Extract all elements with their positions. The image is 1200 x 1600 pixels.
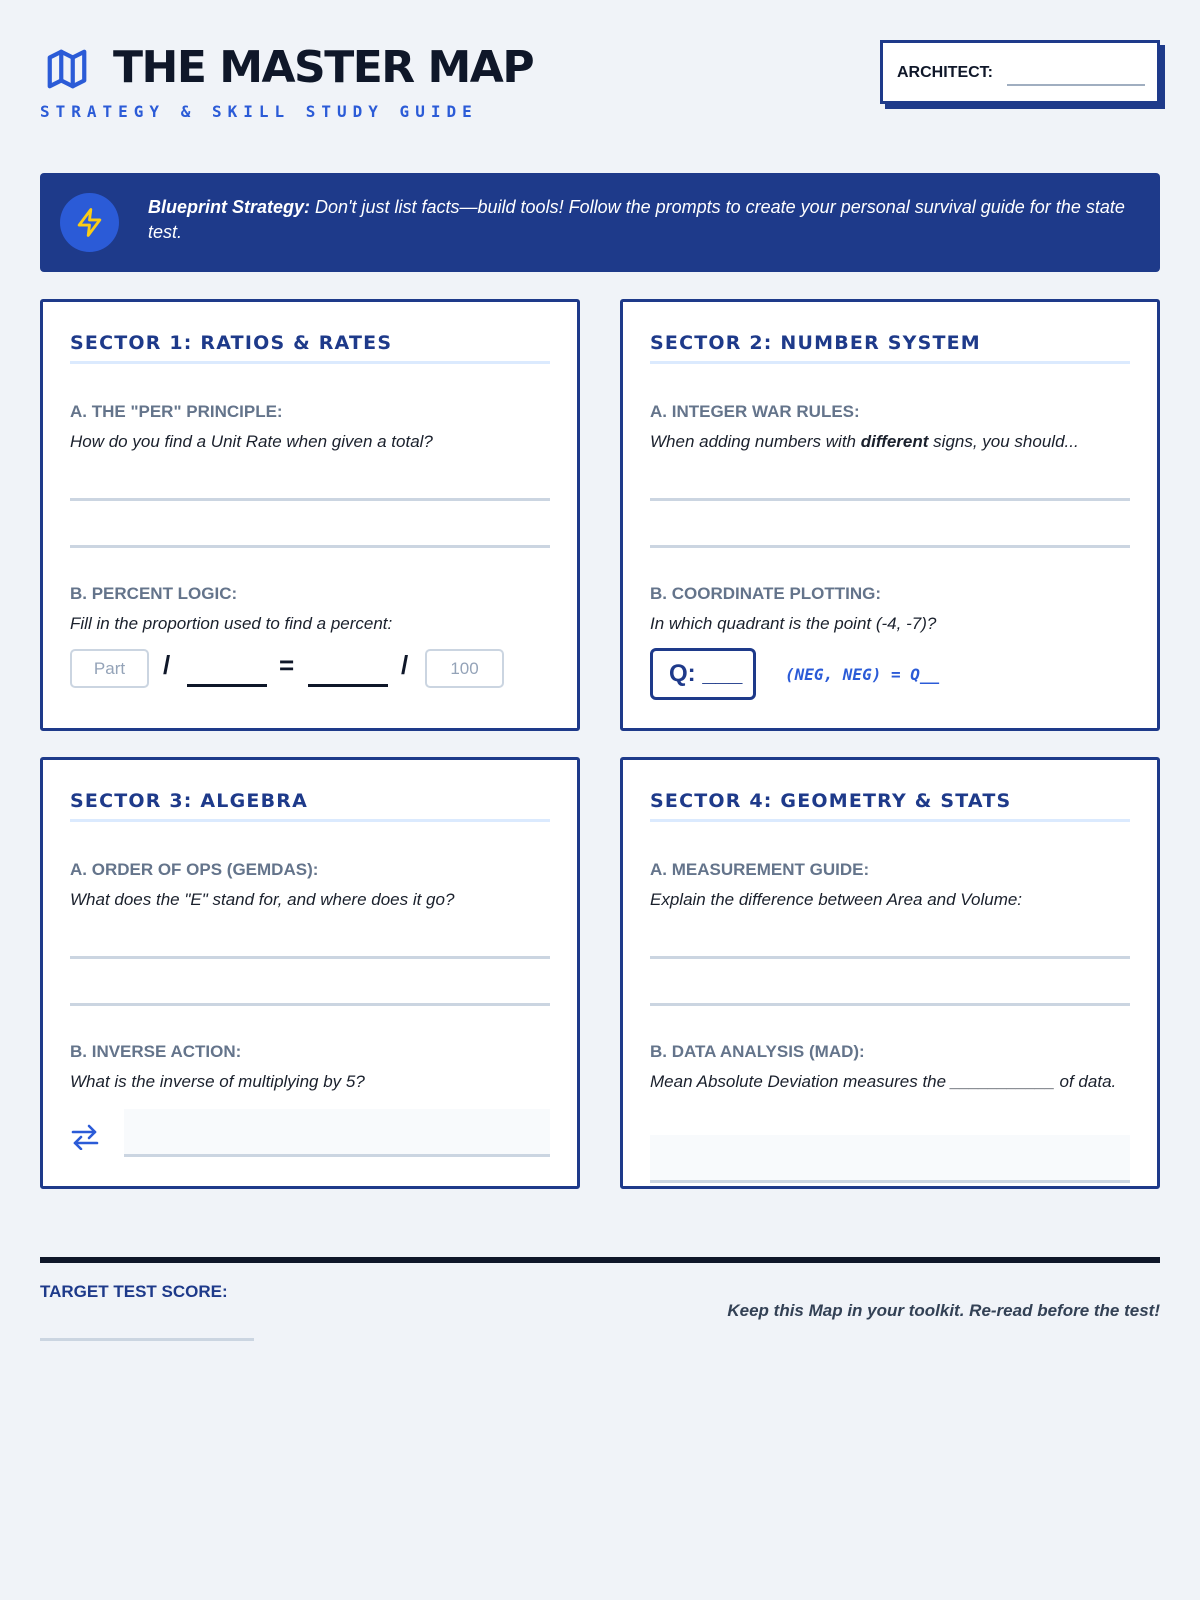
banner-text [148,195,1138,245]
question-text: Fill in the proportion used to find a percent: [70,614,393,633]
question-text: What is the inverse of multiplying by 5? [70,1072,365,1091]
question-label: A. MEASUREMENT GUIDE: [650,860,870,879]
question-label: A. THE "PER" PRINCIPLE: [70,402,283,421]
strategy-banner [40,173,1160,272]
answer-line[interactable] [70,956,550,959]
quadrant-answer-box[interactable]: Q: ___ [650,648,756,700]
sector-2-card [620,299,1160,731]
answer-line[interactable] [70,498,550,501]
question-text: When adding numbers with different signs, you should... [650,432,1079,451]
title-underline [650,361,1130,364]
answer-line[interactable] [650,545,1130,548]
sector-title: SECTOR 4: GEOMETRY & STATS [650,790,1012,812]
target-score-line[interactable] [40,1338,254,1341]
swap-arrows-icon [71,1124,99,1150]
lightning-icon [60,193,119,252]
question-label: B. INVERSE ACTION: [70,1042,242,1061]
architect-field[interactable] [880,40,1160,104]
hundred-box: 100 [425,649,504,688]
architect-label: ARCHITECT: [897,64,993,81]
target-score-label: TARGET TEST SCORE: [40,1282,228,1301]
banner-lead: Blueprint Strategy: [148,197,311,217]
division-slash: / [401,650,409,680]
question-label: A. ORDER OF OPS (GEMDAS): [70,860,319,879]
question-label: B. PERCENT LOGIC: [70,584,238,603]
question-text: How do you find a Unit Rate when given a total? [70,432,433,451]
banner-body: Don't just list facts—build tools! Follow the prompts to create your personal survival guide for the state test. [148,197,1125,242]
page-subtitle: STRATEGY & SKILL STUDY GUIDE [40,102,478,121]
answer-line[interactable] [650,1003,1130,1006]
quadrant-hint: (NEG, NEG) = Q__ [785,665,940,684]
question-label: B. COORDINATE PLOTTING: [650,584,882,603]
sector-title: SECTOR 3: ALGEBRA [70,790,309,812]
title-underline [650,819,1130,822]
whole-blank[interactable] [187,684,267,687]
title-underline [70,361,550,364]
page-title: THE MASTER MAP [113,42,534,93]
question-label: A. INTEGER WAR RULES: [650,402,860,421]
architect-write-line[interactable] [1007,84,1145,86]
footer-divider [40,1257,1160,1263]
inverse-answer-field[interactable] [124,1109,550,1157]
footer-note: Keep this Map in your toolkit. Re-read before the test! [727,1301,1160,1320]
sector-title: SECTOR 2: NUMBER SYSTEM [650,332,981,354]
question-text: In which quadrant is the point (-4, -7)? [650,614,937,633]
sector-3-card [40,757,580,1189]
answer-line[interactable] [650,498,1130,501]
question-text: Explain the difference between Area and Volume: [650,890,1023,909]
part-box: Part [70,649,149,688]
percent-blank[interactable] [308,684,388,687]
title-underline [70,819,550,822]
answer-line[interactable] [70,545,550,548]
answer-line[interactable] [70,1003,550,1006]
sector-4-card [620,757,1160,1189]
sector-title: SECTOR 1: RATIOS & RATES [70,332,393,354]
header [40,40,1160,146]
question-label: B. DATA ANALYSIS (MAD): [650,1042,865,1061]
question-text: Mean Absolute Deviation measures the ___________ of data. [650,1072,1117,1091]
division-slash: / [163,650,171,680]
sector-1-card [40,299,580,731]
equals-sign: = [279,650,295,680]
map-icon [44,46,90,92]
question-text: What does the "E" stand for, and where does it go? [70,890,455,909]
study-guide-page [40,0,1160,1600]
answer-line[interactable] [650,956,1130,959]
mad-answer-field[interactable] [650,1135,1130,1183]
